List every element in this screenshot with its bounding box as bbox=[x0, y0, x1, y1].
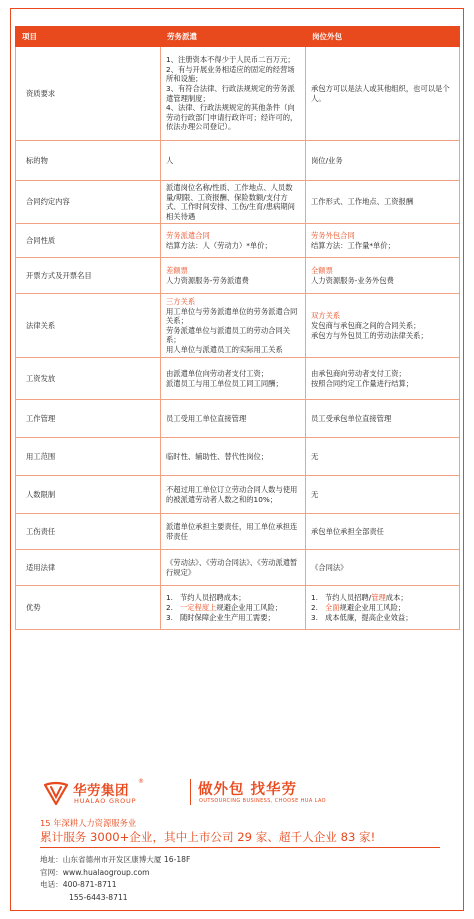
brand-slogan-en: OUTSOURCING BUSINESS, CHOOSE HUA LAO bbox=[199, 798, 327, 804]
cell-dispatch bbox=[161, 586, 306, 630]
cell-dispatch bbox=[161, 514, 306, 550]
list-item bbox=[166, 593, 300, 603]
cell-dispatch bbox=[161, 47, 306, 141]
cell-line: 由派遣单位向劳动者支付工资； bbox=[166, 369, 269, 379]
table-row bbox=[16, 400, 460, 438]
list-number: 3. bbox=[166, 612, 173, 622]
list-item bbox=[311, 613, 454, 623]
cell-line: 员工受用工单位直接管理 bbox=[166, 414, 247, 424]
cell-outsourcing bbox=[306, 294, 460, 358]
list-number: 3. bbox=[311, 612, 318, 622]
cell-line: 人力资源服务-劳务派遣费 bbox=[166, 275, 249, 285]
contact-info bbox=[40, 854, 190, 905]
cell-outsourcing bbox=[306, 476, 460, 514]
table-row bbox=[16, 294, 460, 358]
row-label: 标的物 bbox=[16, 141, 161, 181]
row-label: 法律关系 bbox=[16, 294, 161, 358]
cell-line: 人力资源服务-业务外包费 bbox=[311, 275, 394, 285]
header-item: 项目 bbox=[16, 27, 161, 47]
cell-line: 结算方法：人（劳动力）*单价； bbox=[166, 240, 272, 250]
table-row bbox=[16, 358, 460, 400]
website-label: 官网： bbox=[40, 867, 63, 877]
cell-outsourcing bbox=[306, 586, 460, 630]
phone-secondary[interactable]: 155-6443-8711 bbox=[69, 893, 128, 903]
list-text: 规避企业用工风险； bbox=[216, 603, 283, 613]
cell-line: 派遣员工与用工单位员工同工同酬； bbox=[166, 378, 283, 388]
table-row bbox=[16, 476, 460, 514]
cell-dispatch bbox=[161, 358, 306, 400]
list-text: 节约人员招聘成本； bbox=[179, 593, 246, 603]
hualao-logo-icon bbox=[42, 779, 70, 807]
cell-line: 不超过用工单位订立劳动合同人数与使用的被派遣劳动者人数之和的10%； bbox=[166, 485, 298, 504]
cell-line: 结算方法：工作量*单价； bbox=[311, 240, 395, 250]
row-label: 工作管理 bbox=[16, 400, 161, 438]
tagline: 15 年深耕人力资源服务业 bbox=[40, 818, 137, 828]
row-label: 开票方式及开票名目 bbox=[16, 258, 161, 294]
cell-line: 用人单位与派遣员工的实际用工关系 bbox=[166, 345, 283, 355]
cell-line: 承包方与外包员工的劳动法律关系； bbox=[311, 330, 428, 340]
list-item bbox=[166, 603, 300, 613]
logo-divider bbox=[190, 779, 191, 805]
brand-name-cn: 华劳集团 bbox=[73, 783, 129, 799]
cell-dispatch bbox=[161, 224, 306, 258]
cell-line: 4、法律、行政法规规定的其他条件（向劳动行政部门申请行政许可；经许可的，依法办理公司登记）。 bbox=[166, 103, 298, 132]
cell-outsourcing bbox=[306, 181, 460, 224]
header-outsourcing: 岗位外包 bbox=[306, 27, 460, 47]
comparison-table bbox=[15, 26, 460, 630]
list-item bbox=[311, 603, 454, 613]
header-dispatch: 劳务派遣 bbox=[161, 27, 306, 47]
brand-slogan: 做外包 找华劳 bbox=[198, 782, 298, 798]
address-value: 山东省德州市开发区康博大厦 16-18F bbox=[62, 855, 191, 864]
divider-rule bbox=[40, 847, 440, 848]
cell-dispatch bbox=[161, 550, 306, 586]
address-label: 地址： bbox=[40, 855, 63, 864]
cell-outsourcing bbox=[306, 400, 460, 438]
cell-outsourcing bbox=[306, 514, 460, 550]
row-label: 优势 bbox=[16, 586, 161, 630]
row-label: 合同性质 bbox=[16, 224, 161, 258]
phone-label: 电话： bbox=[40, 880, 63, 890]
cell-outsourcing bbox=[306, 358, 460, 400]
cell-line: 无 bbox=[311, 452, 319, 462]
list-highlight: 一定程度上 bbox=[179, 603, 217, 613]
address-row bbox=[40, 854, 190, 867]
cell-line: 员工受承包单位直接管理 bbox=[311, 414, 392, 424]
list-text: 随时保障企业生产用工需要； bbox=[179, 612, 275, 622]
table-row bbox=[16, 550, 460, 586]
cell-highlight-title: 三方关系 bbox=[166, 297, 196, 307]
cell-line: 人 bbox=[166, 155, 174, 165]
table-row bbox=[16, 47, 460, 141]
list-number: 2. bbox=[311, 603, 318, 613]
row-label: 用工范围 bbox=[16, 438, 161, 476]
cell-highlight-title: 劳务外包合同 bbox=[311, 231, 355, 241]
cell-line: 用工单位与劳务派遣单位的劳务派遣合同关系； bbox=[166, 306, 298, 326]
cell-dispatch bbox=[161, 181, 306, 224]
cell-line: 派遣单位承担主要责任，用工单位承担连带责任 bbox=[166, 522, 298, 541]
table-row bbox=[16, 224, 460, 258]
phone-row bbox=[40, 879, 190, 892]
list-text: 成本低廉，提高企业效益； bbox=[324, 612, 413, 622]
registered-mark: ® bbox=[138, 778, 144, 785]
brand-name-en: HUALAO GROUP bbox=[74, 797, 137, 805]
row-label: 工资发放 bbox=[16, 358, 161, 400]
cell-line: 工作形式、工作地点、工资报酬 bbox=[311, 197, 414, 207]
cell-line: 由承包商向劳动者支付工资； bbox=[311, 369, 406, 379]
list-text: 规避企业用工风险； bbox=[339, 603, 406, 613]
cell-line: 3、有符合法律、行政法规规定的劳务派遣管理制度； bbox=[166, 83, 295, 103]
cell-outsourcing bbox=[306, 224, 460, 258]
cell-dispatch bbox=[161, 294, 306, 358]
table-row bbox=[16, 141, 460, 181]
cell-line: 劳务派遣单位与派遣员工的劳动合同关系； bbox=[166, 325, 291, 345]
website-link[interactable]: www.hualaogroup.com bbox=[62, 867, 150, 877]
table-row bbox=[16, 438, 460, 476]
brand-logo bbox=[42, 777, 342, 809]
row-label: 工伤责任 bbox=[16, 514, 161, 550]
list-number: 1. bbox=[166, 593, 173, 603]
cell-line: 承包方可以是法人或其他组织，也可以是个人。 bbox=[311, 83, 450, 103]
row-label: 资质要求 bbox=[16, 47, 161, 141]
table-header-row bbox=[16, 27, 460, 47]
cell-dispatch bbox=[161, 400, 306, 438]
cell-line: 按照合同约定工作量进行结算； bbox=[311, 378, 414, 388]
cell-line: 承包单位承担全部责任 bbox=[311, 527, 384, 537]
cell-outsourcing bbox=[306, 550, 460, 586]
table-row bbox=[16, 514, 460, 550]
list-text: 成本； bbox=[385, 593, 408, 603]
cell-line: 《劳动法》、《劳动合同法》、《劳动派遣暂行规定》 bbox=[166, 558, 298, 577]
list-number: 2. bbox=[166, 603, 173, 613]
list-item bbox=[311, 593, 454, 603]
list-highlight: 全面 bbox=[324, 603, 340, 613]
row-label: 人数限制 bbox=[16, 476, 161, 514]
list-item bbox=[166, 613, 300, 623]
cell-dispatch bbox=[161, 438, 306, 476]
cell-line: 岗位/业务 bbox=[311, 155, 343, 165]
cell-highlight-title: 全额票 bbox=[311, 266, 333, 276]
website-row bbox=[40, 867, 190, 880]
cell-line: 发包商与承包商之间的合同关系； bbox=[311, 321, 421, 331]
cell-dispatch bbox=[161, 258, 306, 294]
cell-highlight-title: 双方关系 bbox=[311, 311, 341, 321]
list-text: 节约人员招聘/ bbox=[324, 593, 372, 603]
cell-line: 无 bbox=[311, 490, 319, 500]
cell-line: 临时性、辅助性、替代性岗位； bbox=[166, 452, 269, 462]
phone-primary[interactable]: 400-871-8711 bbox=[62, 880, 117, 890]
table-row bbox=[16, 181, 460, 224]
cell-dispatch bbox=[161, 476, 306, 514]
cell-dispatch bbox=[161, 141, 306, 181]
cell-outsourcing bbox=[306, 438, 460, 476]
cell-line: 2、有与开展业务相适应的固定的经营场所和设施； bbox=[166, 64, 295, 84]
table-row bbox=[16, 258, 460, 294]
cell-highlight-title: 差额票 bbox=[166, 266, 188, 276]
cell-line: 1、注册资本不得少于人民币二百万元； bbox=[166, 55, 295, 65]
list-highlight: 管理 bbox=[371, 593, 386, 603]
table-row bbox=[16, 586, 460, 630]
cell-line: 派遣岗位名称/性质、工作地点、人员数量/期限、工资报酬、保险数额/支付方式、工作时间安排、工伤/生育/患病期间相关待遇 bbox=[166, 183, 295, 221]
cell-outsourcing bbox=[306, 141, 460, 181]
cell-outsourcing bbox=[306, 47, 460, 141]
phone-row-secondary bbox=[40, 892, 190, 905]
headline: 累计服务 3000+企业，其中上市公司 29 家、超千人企业 83 家! bbox=[40, 830, 376, 844]
list-number: 1. bbox=[311, 593, 318, 603]
row-label: 合同约定内容 bbox=[16, 181, 161, 224]
cell-outsourcing bbox=[306, 258, 460, 294]
row-label: 适用法律 bbox=[16, 550, 161, 586]
cell-line: 《合同法》 bbox=[311, 563, 348, 573]
cell-highlight-title: 劳务派遣合同 bbox=[166, 231, 210, 241]
